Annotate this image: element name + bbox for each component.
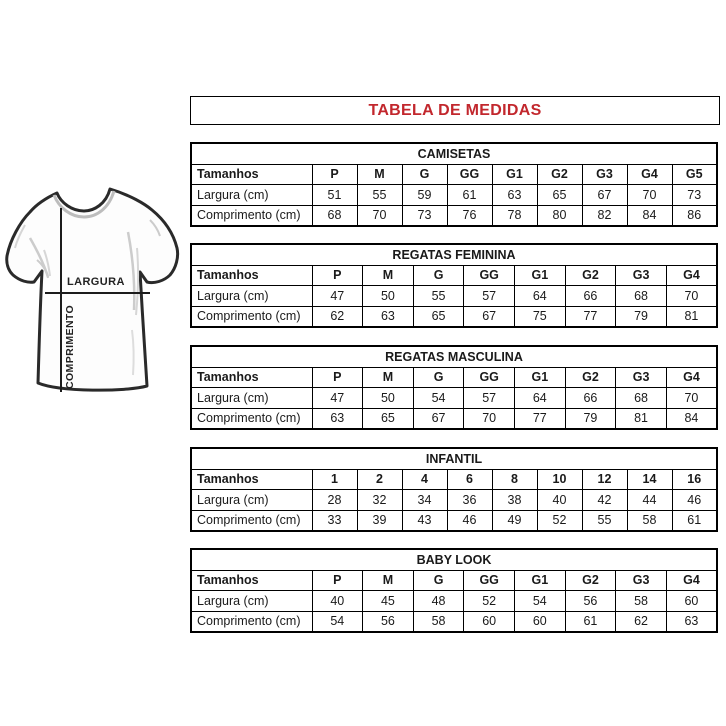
size-column-header: G4 (666, 367, 717, 388)
measure-value: 34 (402, 490, 447, 511)
measure-value: 63 (666, 611, 717, 632)
measure-value: 60 (515, 611, 566, 632)
sizes-header-label: Tamanhos (191, 367, 312, 388)
sizes-header-label: Tamanhos (191, 469, 312, 490)
size-table-camisetas (190, 142, 718, 227)
size-column-header: G4 (666, 265, 717, 286)
measure-value: 57 (464, 286, 515, 307)
measure-value: 63 (363, 306, 414, 327)
size-column-header: GG (447, 164, 492, 185)
size-column-header: P (312, 164, 357, 185)
measure-value: 67 (413, 408, 464, 429)
size-column-header: GG (464, 367, 515, 388)
measure-value: 47 (312, 388, 363, 409)
size-column-header: G3 (616, 367, 667, 388)
measure-value: 45 (363, 591, 414, 612)
table-row (191, 286, 717, 307)
measure-value: 77 (515, 408, 566, 429)
table-row (191, 611, 717, 632)
size-column-header: GG (464, 265, 515, 286)
measure-value: 82 (582, 205, 627, 226)
measure-value: 66 (565, 286, 616, 307)
measure-value: 56 (565, 591, 616, 612)
size-column-header: G3 (616, 570, 667, 591)
measure-value: 84 (666, 408, 717, 429)
measure-value: 49 (492, 510, 537, 531)
size-column-header: G4 (627, 164, 672, 185)
table-row (191, 490, 717, 511)
measure-value: 61 (672, 510, 717, 531)
measure-value: 42 (582, 490, 627, 511)
measure-value: 54 (312, 611, 363, 632)
measure-value: 73 (402, 205, 447, 226)
measure-value: 62 (312, 306, 363, 327)
size-column-header: G (413, 367, 464, 388)
size-column-header: 12 (582, 469, 627, 490)
page-title: TABELA DE MEDIDAS (190, 96, 720, 125)
size-table-regatas-masculina (190, 345, 718, 430)
size-column-header: G3 (582, 164, 627, 185)
measure-value: 47 (312, 286, 363, 307)
measure-value: 50 (363, 388, 414, 409)
measure-value: 40 (312, 591, 363, 612)
size-column-header: P (312, 367, 363, 388)
measure-value: 51 (312, 185, 357, 206)
measurements-table (190, 243, 718, 328)
measure-row-label: Largura (cm) (191, 388, 312, 409)
size-column-header: G1 (515, 570, 566, 591)
sizes-header-label: Tamanhos (191, 164, 312, 185)
measure-value: 70 (666, 388, 717, 409)
measure-row-label: Largura (cm) (191, 286, 312, 307)
measure-value: 59 (402, 185, 447, 206)
measure-value: 75 (515, 306, 566, 327)
length-measure-line (60, 208, 62, 392)
size-column-header: G2 (565, 367, 616, 388)
size-column-header: 16 (672, 469, 717, 490)
measure-value: 80 (537, 205, 582, 226)
measure-value: 55 (582, 510, 627, 531)
measure-value: 70 (666, 286, 717, 307)
tshirt-measure-figure (0, 180, 195, 410)
table-title: INFANTIL (191, 448, 717, 469)
measure-value: 58 (616, 591, 667, 612)
measure-value: 48 (413, 591, 464, 612)
measure-value: 33 (312, 510, 357, 531)
measure-value: 58 (413, 611, 464, 632)
size-column-header: 4 (402, 469, 447, 490)
size-column-header: 10 (537, 469, 582, 490)
measure-value: 65 (363, 408, 414, 429)
size-column-header: G2 (565, 570, 616, 591)
measure-value: 61 (565, 611, 616, 632)
measure-value: 68 (616, 286, 667, 307)
size-column-header: G4 (666, 570, 717, 591)
size-column-header: G5 (672, 164, 717, 185)
measure-value: 28 (312, 490, 357, 511)
size-column-header: G3 (616, 265, 667, 286)
size-column-header: 14 (627, 469, 672, 490)
measure-value: 50 (363, 286, 414, 307)
measure-value: 81 (616, 408, 667, 429)
width-label: LARGURA (67, 276, 125, 288)
table-title: CAMISETAS (191, 143, 717, 164)
measure-value: 77 (565, 306, 616, 327)
measure-value: 38 (492, 490, 537, 511)
measure-row-label: Comprimento (cm) (191, 611, 312, 632)
measure-row-label: Largura (cm) (191, 591, 312, 612)
measure-value: 84 (627, 205, 672, 226)
measure-value: 68 (616, 388, 667, 409)
table-row (191, 510, 717, 531)
measure-value: 61 (447, 185, 492, 206)
measure-value: 60 (666, 591, 717, 612)
size-column-header: G (413, 265, 464, 286)
measure-value: 43 (402, 510, 447, 531)
table-row (191, 205, 717, 226)
measure-value: 78 (492, 205, 537, 226)
measure-value: 36 (447, 490, 492, 511)
measure-value: 86 (672, 205, 717, 226)
table-title: REGATAS FEMININA (191, 244, 717, 265)
size-column-header: M (363, 265, 414, 286)
measure-value: 56 (363, 611, 414, 632)
measure-value: 79 (565, 408, 616, 429)
size-table-regatas-feminina (190, 243, 718, 328)
measure-row-label: Comprimento (cm) (191, 408, 312, 429)
measure-value: 52 (464, 591, 515, 612)
size-column-header: P (312, 265, 363, 286)
size-column-header: G2 (565, 265, 616, 286)
measure-value: 64 (515, 388, 566, 409)
measure-row-label: Largura (cm) (191, 490, 312, 511)
measure-value: 66 (565, 388, 616, 409)
measure-value: 58 (627, 510, 672, 531)
measure-value: 76 (447, 205, 492, 226)
measure-value: 63 (312, 408, 363, 429)
size-column-header: M (363, 367, 414, 388)
sizes-header-label: Tamanhos (191, 265, 312, 286)
size-column-header: 6 (447, 469, 492, 490)
table-title: BABY LOOK (191, 549, 717, 570)
table-row (191, 306, 717, 327)
tshirt-illustration-icon (0, 180, 195, 410)
size-column-header: M (357, 164, 402, 185)
size-column-header: G1 (492, 164, 537, 185)
measure-value: 63 (492, 185, 537, 206)
measure-row-label: Comprimento (cm) (191, 306, 312, 327)
measure-value: 70 (464, 408, 515, 429)
size-column-header: GG (464, 570, 515, 591)
measure-value: 70 (357, 205, 402, 226)
size-column-header: 2 (357, 469, 402, 490)
measure-value: 70 (627, 185, 672, 206)
measure-value: 65 (413, 306, 464, 327)
measure-value: 39 (357, 510, 402, 531)
measure-value: 67 (464, 306, 515, 327)
table-row (191, 388, 717, 409)
width-measure-line (45, 292, 150, 294)
measurements-table (190, 548, 718, 633)
size-column-header: 1 (312, 469, 357, 490)
measurements-table (190, 447, 718, 532)
measure-value: 52 (537, 510, 582, 531)
measure-value: 46 (672, 490, 717, 511)
measure-row-label: Largura (cm) (191, 185, 312, 206)
measure-value: 79 (616, 306, 667, 327)
size-column-header: G1 (515, 367, 566, 388)
measurements-table (190, 345, 718, 430)
size-column-header: G2 (537, 164, 582, 185)
size-table-infantil (190, 447, 718, 532)
measure-value: 46 (447, 510, 492, 531)
measure-value: 44 (627, 490, 672, 511)
measure-value: 54 (413, 388, 464, 409)
measure-value: 68 (312, 205, 357, 226)
measure-value: 81 (666, 306, 717, 327)
table-title: REGATAS MASCULINA (191, 346, 717, 367)
measure-value: 65 (537, 185, 582, 206)
size-table-baby-look (190, 548, 718, 633)
measure-value: 73 (672, 185, 717, 206)
size-column-header: G1 (515, 265, 566, 286)
table-row (191, 185, 717, 206)
measure-value: 55 (413, 286, 464, 307)
measure-value: 55 (357, 185, 402, 206)
sizes-header-label: Tamanhos (191, 570, 312, 591)
measure-value: 60 (464, 611, 515, 632)
size-column-header: G (413, 570, 464, 591)
size-column-header: 8 (492, 469, 537, 490)
measure-value: 40 (537, 490, 582, 511)
size-column-header: G (402, 164, 447, 185)
measurements-table (190, 142, 718, 227)
measure-value: 62 (616, 611, 667, 632)
measure-row-label: Comprimento (cm) (191, 510, 312, 531)
size-column-header: P (312, 570, 363, 591)
measure-value: 67 (582, 185, 627, 206)
size-column-header: M (363, 570, 414, 591)
measure-value: 54 (515, 591, 566, 612)
table-row (191, 591, 717, 612)
measure-value: 32 (357, 490, 402, 511)
table-row (191, 408, 717, 429)
length-label: COMPRIMENTO (64, 304, 76, 389)
measure-value: 57 (464, 388, 515, 409)
measure-value: 64 (515, 286, 566, 307)
measure-row-label: Comprimento (cm) (191, 205, 312, 226)
